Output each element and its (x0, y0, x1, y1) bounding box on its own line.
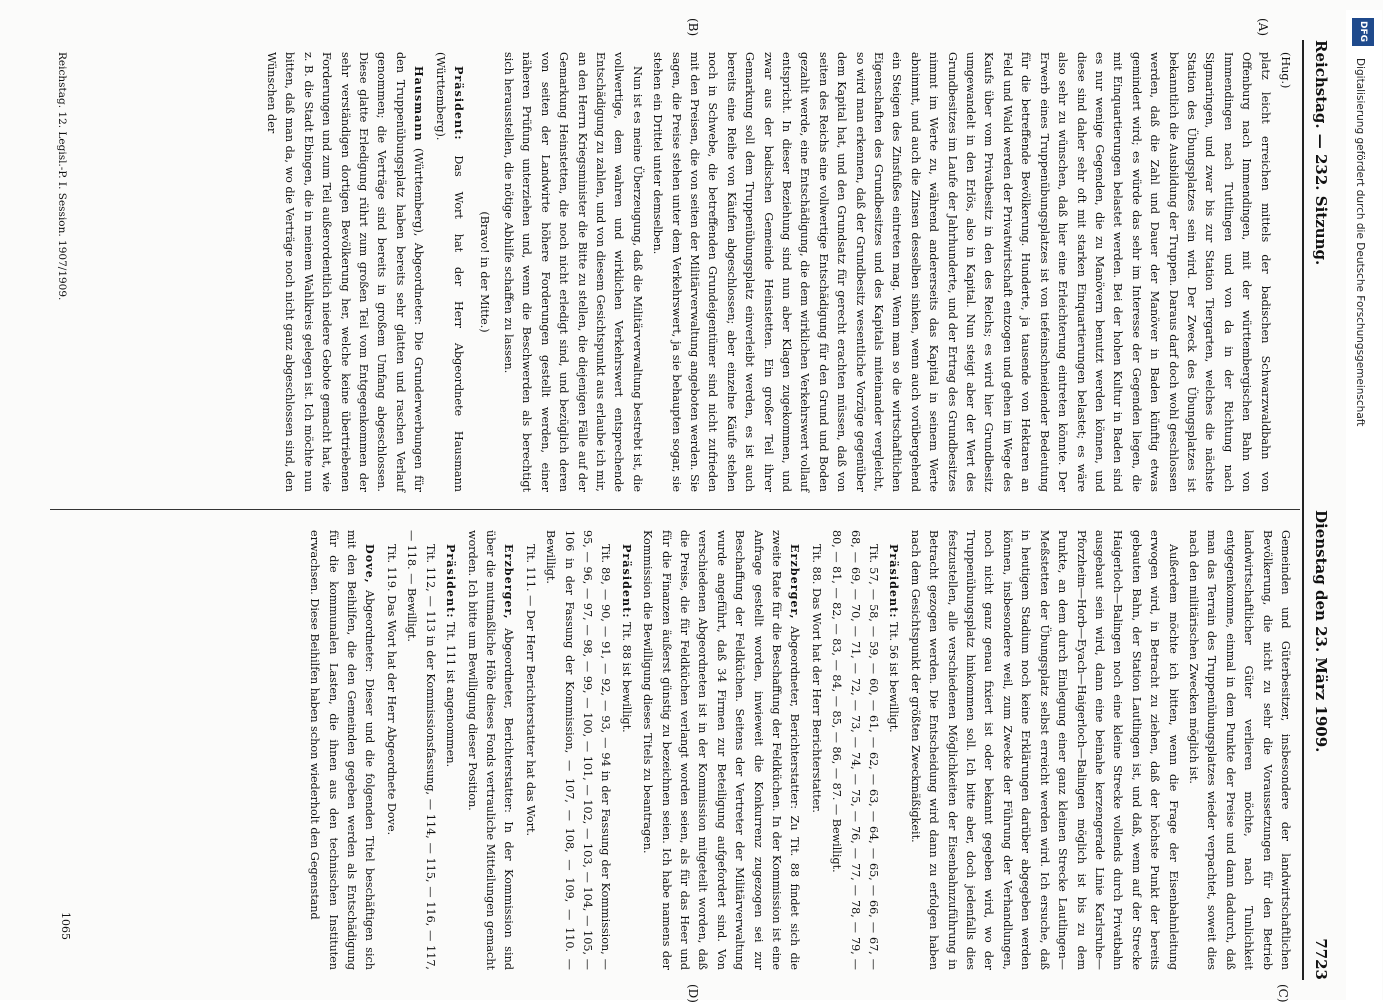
header-session: Reichstag. — 232. Sitzung. (1312, 40, 1330, 266)
paragraph: Tit. 111. — Der Herr Berichterstatter hat das Wort. (523, 544, 537, 837)
speaker-name: Erzberger, (788, 544, 803, 620)
paragraph: platz leicht erreichen mittels der badischen Schwarzwaldbahn von Offenburg nach Immendingen, mit der württembergischen Bahn von Immendingen nach Tuttlingen und von da in der Richtung nach Sigmaringen, und zwar bis zur Station Tiergarten, welches die nächste Station des Übungsplatzes sein wird. Der Zweck des Übungsplatzes ist bekanntlich die Ausbildung der Truppen. Daraus darf doch wohl geschlossen werden, daß die Zahl und Dauer der Manöver in Baden künftig etwas gemindert wird; es würde das sehr im Interesse der Gegenden liegen, die mit Einquartierungen belastet werden. Bei der hohen Kultur in Baden sind es nur wenige Gegenden, die zu Manövern benutzt werden können, und diese sind daher sehr oft mit starken Einquartierungen belastet; es wäre also sehr zu wünschen, daß hier eine Erleichterung eintreten könnte. Der Erwerb eines Truppenübungsplatzes ist von tiefeinschneidender Bedeutung für die betreffende Bevölkerung. Hunderte, ja tausende von Hektaren an Feld und Wald werden der Privatwirtschaft entzogen und gehen im Wege des Kaufs über vom Privatbesitz in den des Reichs; es wird hier Grundbesitz umgewandelt in den Erlös, also in Kapital. Nun steigt aber der Wert des Grundbesitzes im Laufe der Jahrhunderte, und der Ertrag des Grundbesitzes nimmt im Werte zu, während andererseits das Kapital in seinem Werte abnimmt, und auch die Zinsen desselben sinken, wenn auch vorübergehend ein Steigen des Zinsfußes eintreten mag. Wenn man so die wirtschaftlichen Eigenschaften des Grundbesitzes und des Kapitals miteinander vergleicht, so wird man erkennen, daß der Grundbesitz wesentliche Vorzüge gegenüber dem Kapital hat, und den Grundsatz für gerecht erachten müssen, daß von seiten des Reichs eine vollwertige Entschädigung für den Grund und Boden gezahlt werde, eine Entschädigung, die dem wirklichen Verkehrswert vollauf entspricht. In dieser Beziehung sind nun aber Klagen zugekommen, und zwar aus der badischen Gemeinde Heinstetten. Ein großer Teil ihrer Gemarkung soll dem Truppenübungsplatz einverleibt werden, es ist auch bereits eine Reihe von Käufen abgeschlossen; aber einzelne Käufe stehen noch in Schwebe, die betreffenden Grundeigentümer sind nicht zufrieden mit den Preisen, die von seiten der Militärverwaltung angeboten werden. Sie sagen, die Preise stehen unter dem Verkehrswert, ja sie behaupten sogar, sie stehen ein Drittel unter demselben. (651, 52, 1272, 492)
paragraph: Nun ist es meine Überzeugung, daß die Militärverwaltung bestrebt ist, die vollwertige, dem wahren und wirklichen Verkehrswert entsprechende Entschädigung zu zahlen, und von diesem Gesichtspunkt aus erlaube ich mir, an den Herrn Kriegsminister die Bitte zu stellen, die diejenigen Fälle auf der Gemarkung Heinstetten, die noch nicht erledigt sind, und bezüglich deren von seiten der Landwirte höhere Forderungen gestellt werden, einer näheren Prüfung unterziehen und, wenn die Beschwerden als berechtigt sich herausstellen, die nötige Abhilfe schaffen zu lassen. (501, 52, 644, 492)
right-column (303, 530, 1294, 970)
speech-text: Abgeordneter, Berichterstatter: Zu Tit. 88 findet sich die zweite Rate für die Beschaffung der Feldküchen. In der Kommission ist eine Anfrage gestellt worden, inwieweit die Konkurrenz zugezogen sei zur Beschaffung der Feldküchen. Seitens der Vertreter der Militärverwaltung wurde angeführt, daß 34 Firmen zur Beteiligung aufgefordert sind. Von verschiedenen Abgeordneten ist in der Kommission mitgeteilt worden, daß die Preise, die für Feldküchen verlangt worden seien, als für das Heer und für die Finanzen äußerst günstig zu bezeichnen seien. Ich habe namens der Kommission die Bewilligung dieses Titels zu beantragen. (641, 530, 802, 970)
speech-paragraph (262, 52, 429, 492)
sheet-number: 1065 (59, 912, 72, 940)
speech-paragraph (616, 530, 635, 970)
speech-text: Tit. 111 ist angenommen. (444, 622, 458, 768)
header-page-number: 7723 (1312, 938, 1330, 980)
rotated-page (40, 18, 1340, 1003)
speaker-name: Präsident: (619, 544, 634, 619)
column-divider (50, 509, 1300, 510)
speech-text: Tit. 56 ist bewilligt. (887, 622, 901, 733)
continuation-speaker: (Hug.) (1279, 52, 1292, 89)
speaker-name: Präsident: (444, 544, 459, 619)
left-column (260, 52, 1294, 492)
margin-marker-d: (D) (686, 984, 700, 1003)
speech-text: Das Wort hat der Herr Abgeordnete Hausmann (Württemberg). (433, 52, 466, 492)
speech-paragraph (638, 530, 805, 970)
applause-note: (Bravo! in der Mitte.) (477, 211, 491, 333)
dfg-credit-strip (1346, 10, 1382, 1000)
header-rule (1302, 40, 1304, 980)
paragraph: Tit. 88. Das Wort hat der Herr Berichterstatter. (809, 544, 823, 813)
speech-text: (Württemberg), Abgeordneter: Die Grunderwerbungen für den Truppenübungsplatz haben bereits sehr glatten und raschen Verlauf genommen; die Verträge sind bereits in großem Umfang abgeschlossen. Diese glatte Erledigung rührt zum großen Teil vom Entgegenkommen der sehr verständigen dortigen Bevölkerung her, welche keine übertriebenen Forderungen und zum Teil außerordentlich niedere Gebote gemacht hat, wie z. B. die Stadt Ebingen, die in meinem Wahlkreis gelegen ist. Ich möchte nun bitten, daß man da, wo die Verträge noch nicht ganz abgeschlossen sind, den Wünschen der (265, 52, 426, 492)
title-list: Tit. 112, — 113 in der Kommissionsfassung, — 114, — 115, — 116, — 117, — 118. — Bewilligt. (405, 530, 437, 970)
page-header (1300, 40, 1340, 980)
speech-paragraph (430, 52, 468, 492)
paragraph: Tit. 119. Das Wort hat der Herr Abgeordnete Dove. (384, 544, 398, 836)
speech-paragraph (884, 530, 903, 970)
publication-footer: Reichstag. 12. Legisl.-P. I. Session. 1907/1909. (56, 52, 68, 301)
speech-paragraph (305, 530, 380, 970)
speech-paragraph (462, 530, 518, 970)
title-list: Tit. 57, — 58, — 59, — 60, — 61, — 62, — 63, — 64, — 65, — 66, — 67, — 68, — 69, — 70, — 71, — 72, — 73, — 74, — 75, — 76, — 77, — 78, — 79, — 80, — 81, — 82, — 83, — 84, — 85, — 86, — 87. — Bewilligt. (830, 530, 881, 970)
speech-text: Abgeordneter, Berichterstatter: In der Kommission sind über die mutmaßliche Höhe dieses Fonds vertrauliche Mitteilungen gemacht worden. Ich bitte um Bewilligung dieser Position. (465, 530, 516, 970)
speaker-name: Hausmann (412, 66, 427, 142)
speech-text: Abgeordneter: Dieser und die folgenden Titel beschäftigen sich mit den Beihilfen, die den Gemeinden gegeben werden als Entschädigung für die kommunalen Lasten, die ihnen aus den technischen Instituten erwachsen. Diese Beihilfen haben schon wiederholt den Gegenstand (308, 530, 377, 970)
speaker-name: Erzberger, (502, 544, 517, 620)
speaker-name: Dove, (363, 544, 378, 584)
speech-paragraph (441, 530, 460, 970)
paragraph: Gemeinden und Güterbesitzer, insbesondere der landwirtschaftlichen Bevölkerung, die nicht zu sehr die Voraussetzungen für den Betrieb landwirtschaftlicher Güter verlieren möchte, nach Tunlichkeit entgegenkomme, einmal in dem Punkte der Preise und dann dadurch, daß man das Terrain des Truppenübungsplatzes wieder verpachtet, soweit dies nach den militärischen Zwecken möglich ist. (1186, 530, 1292, 970)
paragraph: Außerdem möchte ich bitten, wenn die Frage der Eisenbahnleitung erwogen wird, in Betracht zu ziehen, daß der höchste Punkt der bereits gebauten Bahn, der Station Lautlingen ist, und daß, wenn auf der Strecke Haigerloch—Balingen noch eine kleine Strecke vollends durch Privatbahn ausgebaut sein wird, dann eine beinahe kerzengerade Linie Karlsruhe—Pforzheim—Horb—Eyach—Haigerloch—Balingen möglich ist bis zu dem Punkte, an dem durch Einlegung einer ganz kleinen Strecke Lautlingen—Meßstetten der Übungsplatz selbst erreicht werden wird. Ich ersuche, daß in heutigem Stadium noch keine Erklärungen darüber abgegeben werden können, insbesondere weil, zum Zwecke der Führung der Verhandlungen, noch nicht ganz genau fixiert ist oder bekannt gegeben wird, wo der Truppenübungsplatz hinkommen soll. Ich bitte aber, doch jedenfalls dies festzustellen, alle verschiedenen Möglichkeiten der Eisenbahnzuführung in Betracht gezogen werden. Die Entscheidung wird dann zu erfolgen haben nach dem Gesichtspunkt der größten Zweckmäßigkeit. (908, 530, 1180, 970)
dfg-logo: DFG (1352, 18, 1374, 46)
speaker-name: Präsident: (887, 544, 902, 619)
funding-credit-text: Digitalisierung gefördert durch die Deutsche Forschungsgemeinschaft (1354, 58, 1366, 427)
speaker-name: Präsident: (452, 66, 467, 141)
header-date: Dienstag den 23. März 1909. (1312, 510, 1330, 753)
title-list: Tit. 89, — 90, — 91, — 92, — 93, — 94 in der Fassung der Kommission, — 95, — 96, — 97, — 98, — 99, — 100, — 101, — 102, — 103, — 104, — 105, — 106 in der Fassung der Kommission, — 107, — 108, — 109, — 110. — Bewilligt. (544, 530, 613, 970)
margin-marker-c: (C) (1276, 984, 1290, 1003)
margin-marker-b: (B) (686, 18, 700, 37)
margin-marker-a: (A) (1256, 18, 1270, 37)
speech-text: Tit. 88 ist bewilligt. (619, 622, 633, 733)
